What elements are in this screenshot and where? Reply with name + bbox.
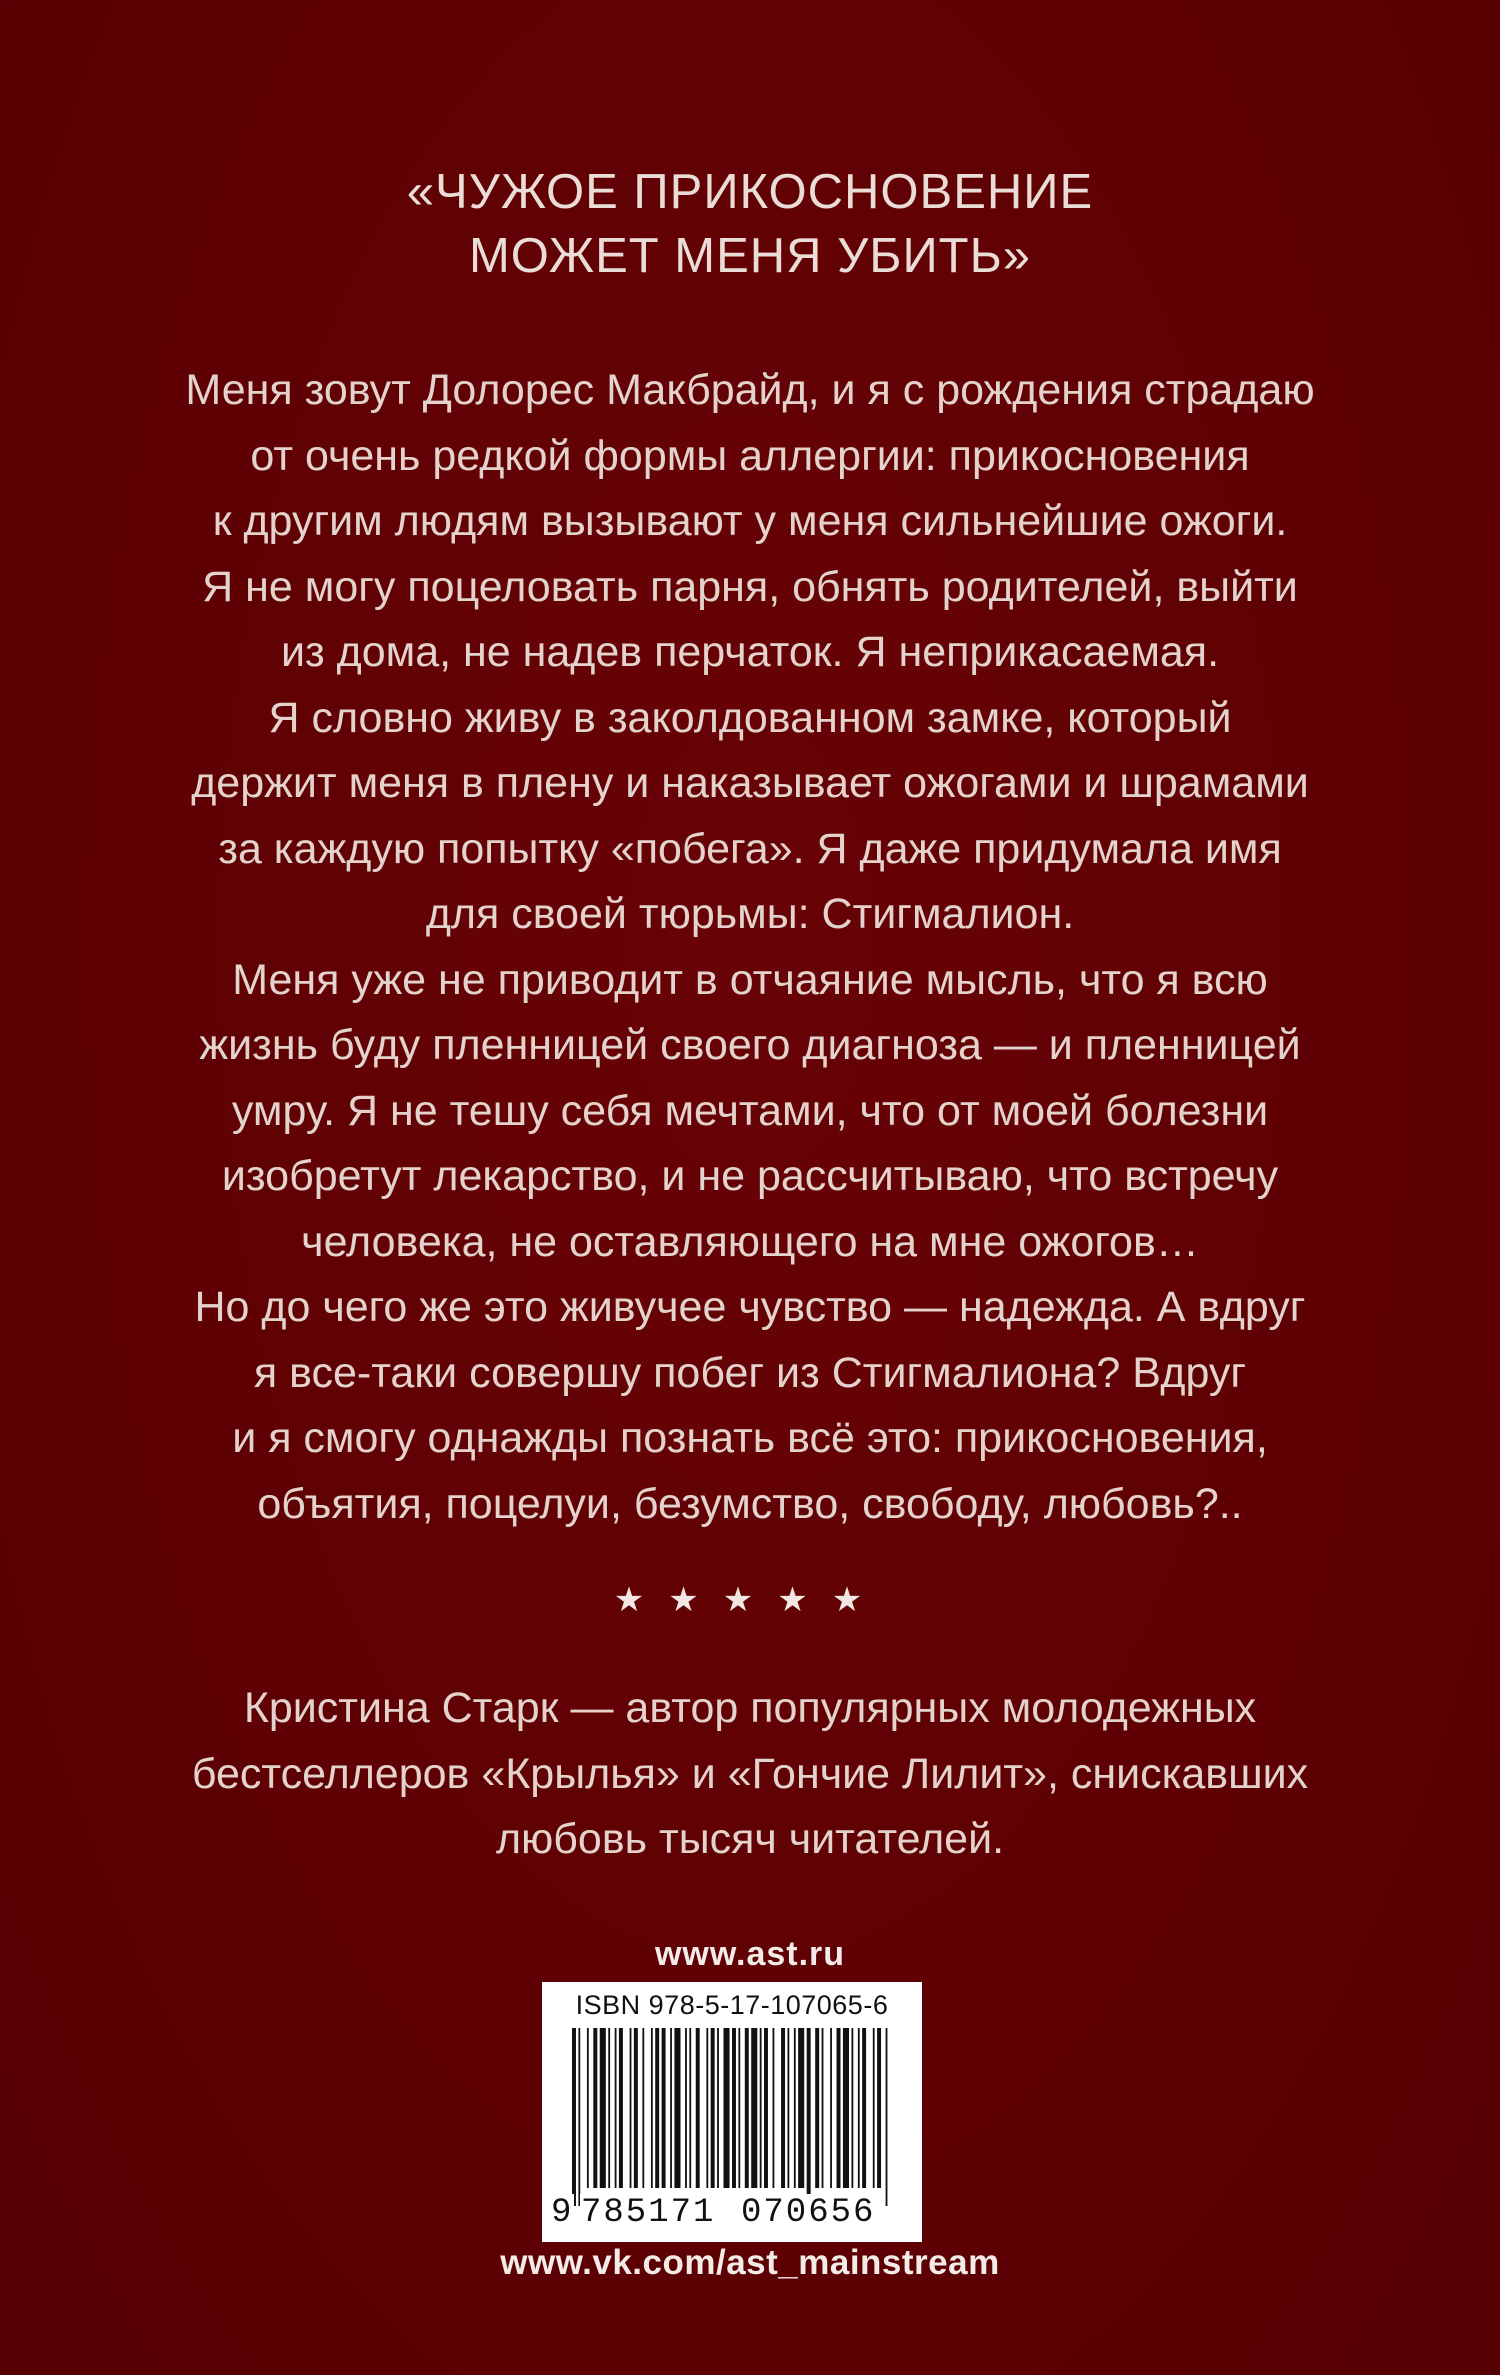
annotation-line: я все-таки совершу побег из Стигмалиона? Вдруг: [253, 1348, 1247, 1397]
barcode-bar: [630, 2028, 632, 2188]
publisher-website: www.ast.ru: [654, 1935, 846, 1973]
barcode-bar: [706, 2028, 708, 2188]
barcode-bar: [655, 2028, 659, 2188]
barcode-bar: [843, 2028, 849, 2188]
barcode-bar: [732, 2028, 736, 2188]
barcode-bar: [600, 2028, 606, 2188]
barcode-bar: [696, 2028, 700, 2188]
barcode-bar: [858, 2028, 860, 2188]
barcode-bar: [689, 2028, 691, 2188]
annotation-line: Меня уже не приводит в отчаяние мысль, что я всю: [232, 955, 1268, 1004]
barcode-bar: [619, 2028, 623, 2188]
author-note-line: любовь тысяч читателей.: [495, 1815, 1005, 1863]
annotation-line: держит меня в плену и наказывает ожогами и шрамами: [191, 759, 1309, 807]
headline: [0, 160, 1500, 288]
annotation-line: человека, не оставляющего на мне ожогов…: [301, 1217, 1199, 1266]
barcode-bar: [634, 2028, 638, 2188]
annotation-line: и я смогу однажды познать всё это: прикосновения,: [232, 1414, 1268, 1462]
barcode-bar: [615, 2028, 617, 2188]
barcode-bar: [794, 2028, 796, 2188]
barcode-bar: [717, 2028, 719, 2188]
barcode-bar: [886, 2028, 888, 2206]
barcode-bar: [662, 2028, 666, 2188]
barcode-bar: [807, 2028, 811, 2206]
barcode-bar: [830, 2028, 832, 2188]
annotation-line: умру. Я не тешу себя мечтами, что от моей болезни: [231, 1086, 1269, 1135]
annotation-line: от очень редкой формы аллергии: прикосновения: [250, 431, 1250, 480]
annotation-line: за каждую попытку «побега». Я даже придумала имя: [218, 824, 1282, 873]
barcode-bar: [738, 2028, 740, 2188]
author-note-line: Кристина Старк — автор популярных молодежных: [243, 1684, 1257, 1732]
annotation-line: изобретут лекарство, и не рассчитываю, что встречу: [221, 1152, 1279, 1200]
ean-left-group: 785171: [581, 2194, 716, 2232]
barcode-label: [542, 1982, 922, 2242]
headline-line: МОЖЕТ МЕНЯ УБИТЬ»: [468, 229, 1032, 283]
barcode-bar: [674, 2028, 680, 2188]
barcode-bar: [837, 2028, 841, 2188]
barcode-bar: [745, 2028, 749, 2188]
ean-first-digit: 9: [551, 2194, 574, 2232]
ean-right-group: 070656: [741, 2194, 876, 2232]
barcode-bar: [781, 2028, 785, 2188]
barcode-bar: [572, 2028, 576, 2206]
barcode-bar: [608, 2028, 610, 2188]
star-separator: ★★★★★: [613, 1581, 887, 1619]
barcode-bar: [670, 2028, 672, 2188]
author-note: [0, 1676, 1500, 1873]
barcode-bar: [711, 2028, 715, 2188]
annotation-line: Меня зовут Долорес Макбрайд, и я с рождения страдаю: [185, 366, 1315, 414]
barcode-bar: [723, 2028, 729, 2188]
barcode-bar: [787, 2028, 789, 2188]
barcode-bar: [642, 2028, 644, 2188]
barcode-bar: [587, 2028, 589, 2188]
annotation-line: из дома, не надев перчаток. Я неприкасаемая.: [280, 628, 1220, 676]
barcode-bar: [578, 2028, 580, 2206]
barcode-bar: [651, 2028, 653, 2188]
annotation-line: Я словно живу в заколдованном замке, который: [268, 693, 1232, 742]
barcode-bar: [862, 2028, 866, 2188]
barcode-bar: [764, 2028, 768, 2188]
barcode-bar: [815, 2028, 819, 2188]
barcode-bar: [873, 2028, 875, 2188]
annotation-line: к другим людям вызывают у меня сильнейшие ожоги.: [212, 497, 1288, 545]
barcode-bar: [773, 2028, 775, 2188]
annotation-line: жизнь буду пленницей своего диагноза — и пленницей: [199, 1021, 1301, 1069]
annotation-line: Я не могу поцеловать парня, обнять родителей, выйти: [202, 562, 1298, 611]
author-note-line: бестселлеров «Крылья» и «Гончие Лилит», снискавших: [191, 1749, 1309, 1798]
headline-line: «ЧУЖОЕ ПРИКОСНОВЕНИЕ: [406, 165, 1094, 219]
annotation-line: для своей тюрьмы: Стигмалион.: [425, 890, 1075, 938]
social-link: www.vk.com/ast_mainstream: [500, 2243, 1000, 2282]
annotation-text: [0, 358, 1500, 1537]
barcode-bar: [751, 2028, 757, 2188]
barcode-bar: [685, 2028, 687, 2188]
barcode-bar: [760, 2028, 762, 2188]
barcode-bar: [851, 2028, 853, 2188]
isbn-number: ISBN 978-5-17-107065-6: [575, 1990, 889, 2020]
barcode-bar: [593, 2028, 597, 2188]
barcode-graphic: [572, 2028, 892, 2206]
annotation-line: объятия, поцелуи, безумство, свободу, любовь?..: [257, 1479, 1243, 1528]
barcode-bar: [877, 2028, 881, 2188]
annotation-line: Но до чего же это живучее чувство — надежда. А вдруг: [194, 1283, 1306, 1331]
barcode-bar: [822, 2028, 824, 2188]
barcode-bar: [798, 2028, 804, 2188]
